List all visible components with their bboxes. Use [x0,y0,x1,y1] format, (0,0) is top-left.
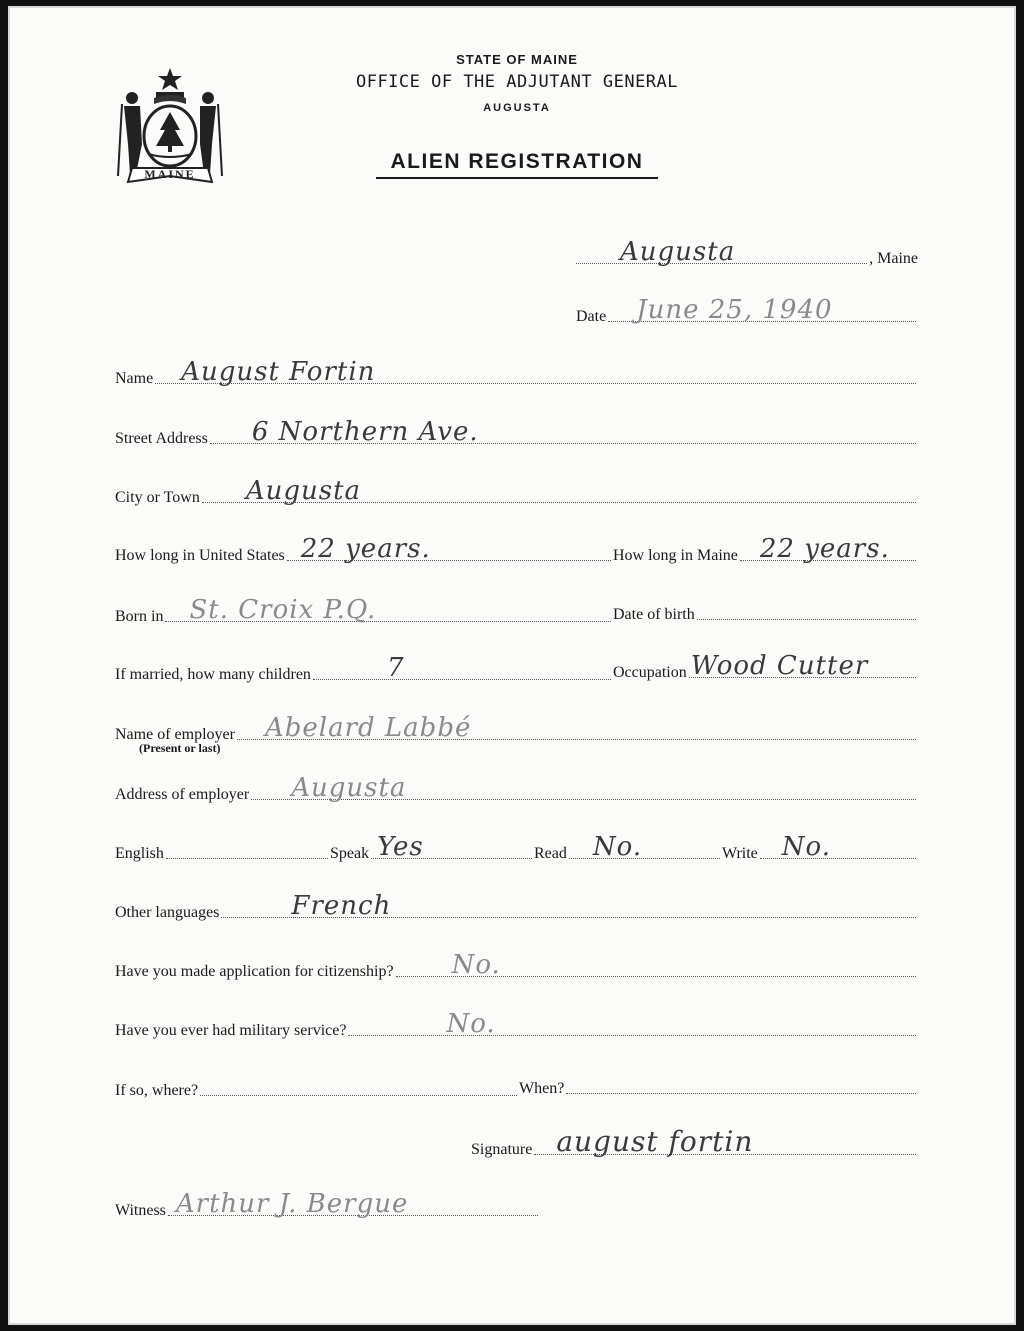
seal-banner-text: MAINE [144,167,196,181]
children-label: If married, how many children [115,666,311,683]
header-city: AUGUSTA [483,102,551,114]
city-field[interactable] [115,476,918,507]
how-long-us-label: How long in United States [115,547,285,564]
when-field[interactable] [519,1074,918,1098]
street-address-label: Street Address [115,430,208,447]
header-office: OFFICE OF THE ADJUTANT GENERAL [355,72,679,92]
how-long-maine-field[interactable] [613,534,918,565]
employer-name-value: Abelard Labbé [264,713,472,743]
city-label: City or Town [115,489,200,506]
date-label: Date [576,308,607,325]
header-state: STATE OF MAINE [456,52,578,67]
citizenship-field[interactable] [115,950,918,981]
military-label: Have you ever had military service? [115,1022,347,1039]
born-in-label: Born in [115,608,164,625]
signature-value: august fortin [556,1125,754,1158]
read-field[interactable] [534,832,722,863]
speak-label: Speak [330,845,370,862]
employer-address-label: Address of employer [115,786,250,803]
read-label: Read [534,845,567,862]
date-field[interactable] [576,295,918,326]
write-label: Write [722,845,758,862]
occupation-label: Occupation [613,664,687,681]
other-languages-label: Other languages [115,904,220,921]
form-title: ALIEN REGISTRATION [390,150,644,173]
born-in-value: St. Croix P.Q. [189,595,377,625]
employer-name-field[interactable] [115,713,918,744]
employer-name-sublabel: (Present or last) [139,741,221,755]
where-field[interactable] [115,1076,519,1100]
place-label: , Maine [869,250,918,267]
occupation-field[interactable] [613,651,918,682]
children-value: 7 [386,653,405,683]
employer-address-field[interactable] [115,773,918,804]
occupation-value: Wood Cutter [690,651,869,681]
military-field[interactable] [115,1009,918,1040]
citizenship-label: Have you made application for citizenship? [115,963,394,980]
city-value: Augusta [245,476,362,506]
street-address-field[interactable] [115,417,918,448]
witness-field[interactable] [115,1189,540,1220]
name-label: Name [115,370,154,387]
read-value: No. [592,832,643,862]
other-languages-value: French [291,891,392,921]
english-label: English [115,845,164,862]
date-of-birth-label: Date of birth [613,606,695,623]
witness-value: Arthur J. Bergue [175,1189,409,1219]
date-value: June 25, 1940 [636,295,833,325]
speak-field[interactable] [330,832,534,863]
where-label: If so, where? [115,1082,199,1099]
write-field[interactable] [722,832,918,863]
street-address-value: 6 Northern Ave. [251,417,479,447]
when-label: When? [519,1080,565,1097]
other-languages-field[interactable] [115,891,918,922]
employer-name-label: Name of employer [115,726,235,743]
how-long-maine-label: How long in Maine [613,547,738,564]
date-of-birth-field[interactable] [613,600,918,624]
name-field[interactable] [115,357,918,388]
place-field[interactable] [576,237,918,268]
how-long-maine-value: 22 years. [759,534,890,564]
signature-field[interactable] [471,1125,918,1159]
place-value: Augusta [620,237,736,267]
children-field[interactable] [115,653,613,684]
title-underline [376,177,658,179]
how-long-us-field[interactable] [115,534,613,565]
employer-address-value: Augusta [291,773,407,803]
born-in-field[interactable] [115,595,613,626]
citizenship-value: No. [451,950,501,980]
name-value: August Fortin [181,357,376,387]
signature-label: Signature [471,1141,533,1158]
witness-label: Witness [115,1202,166,1219]
how-long-us-value: 22 years. [300,534,431,564]
write-value: No. [781,832,831,862]
speak-value: Yes [377,832,424,862]
military-value: No. [446,1009,496,1039]
english-field[interactable] [115,839,330,863]
